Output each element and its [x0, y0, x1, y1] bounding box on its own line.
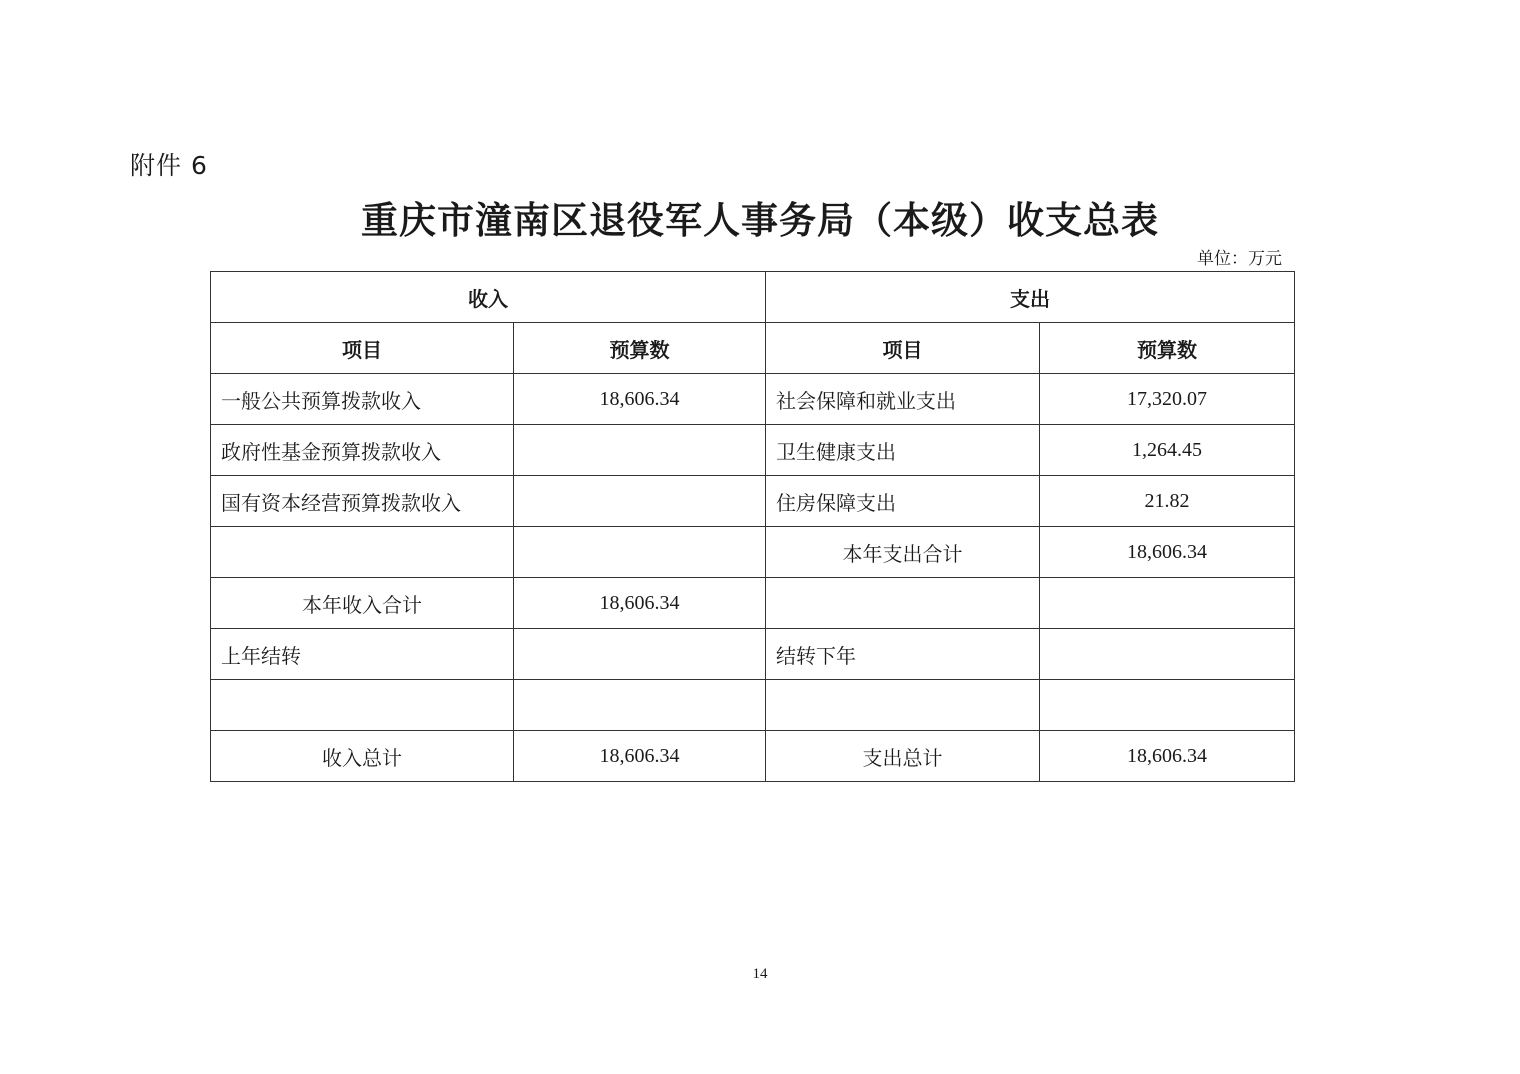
income-total-value: 18,606.34: [514, 731, 766, 782]
table-section-header-row: [211, 272, 1295, 323]
income-subtotal-label: 本年收入合计: [211, 578, 514, 629]
expense-budget-column-header: 预算数: [1040, 323, 1295, 374]
expense-item-column-header: 项目: [766, 323, 1040, 374]
income-value-cell: [514, 680, 766, 731]
table-row: [211, 527, 1295, 578]
expense-value-cell: 17,320.07: [1040, 374, 1295, 425]
expense-value-cell: [1040, 578, 1295, 629]
attachment-label: 附件 6: [130, 151, 208, 180]
table-column-header-row: [211, 323, 1295, 374]
income-subtotal-value: 18,606.34: [514, 578, 766, 629]
expense-item-cell: [766, 578, 1040, 629]
expense-subtotal-label: 本年支出合计: [766, 527, 1040, 578]
expense-item-cell: 卫生健康支出: [766, 425, 1040, 476]
income-value-cell: [514, 527, 766, 578]
income-item-column-header: 项目: [211, 323, 514, 374]
income-item-cell: [211, 680, 514, 731]
expense-total-value: 18,606.34: [1040, 731, 1295, 782]
income-item-cell: 上年结转: [211, 629, 514, 680]
income-item-cell: 一般公共预算拨款收入: [211, 374, 514, 425]
table-row: [211, 629, 1295, 680]
table-row: [211, 731, 1295, 782]
expense-header: 支出: [766, 272, 1295, 323]
table-row: [211, 425, 1295, 476]
expense-item-cell: 住房保障支出: [766, 476, 1040, 527]
expense-value-cell: 21.82: [1040, 476, 1295, 527]
income-header: 收入: [211, 272, 766, 323]
expense-value-cell: 1,264.45: [1040, 425, 1295, 476]
budget-summary-table: [210, 271, 1295, 782]
page-number: 14: [752, 966, 768, 982]
unit-label: 单位：万元: [1197, 249, 1282, 269]
income-item-cell: 政府性基金预算拨款收入: [211, 425, 514, 476]
income-value-cell: [514, 629, 766, 680]
table-row: [211, 476, 1295, 527]
expense-item-cell: 社会保障和就业支出: [766, 374, 1040, 425]
expense-subtotal-value: 18,606.34: [1040, 527, 1295, 578]
income-value-cell: 18,606.34: [514, 374, 766, 425]
income-value-cell: [514, 425, 766, 476]
table-row: [211, 680, 1295, 731]
expense-value-cell: [1040, 680, 1295, 731]
expense-total-label: 支出总计: [766, 731, 1040, 782]
income-total-label: 收入总计: [211, 731, 514, 782]
table-row: [211, 578, 1295, 629]
expense-item-cell: 结转下年: [766, 629, 1040, 680]
income-value-cell: [514, 476, 766, 527]
income-item-cell: 国有资本经营预算拨款收入: [211, 476, 514, 527]
page-title: 重庆市潼南区退役军人事务局（本级）收支总表: [361, 198, 1159, 242]
table-row: [211, 374, 1295, 425]
expense-value-cell: [1040, 629, 1295, 680]
income-item-cell: [211, 527, 514, 578]
income-budget-column-header: 预算数: [514, 323, 766, 374]
expense-item-cell: [766, 680, 1040, 731]
